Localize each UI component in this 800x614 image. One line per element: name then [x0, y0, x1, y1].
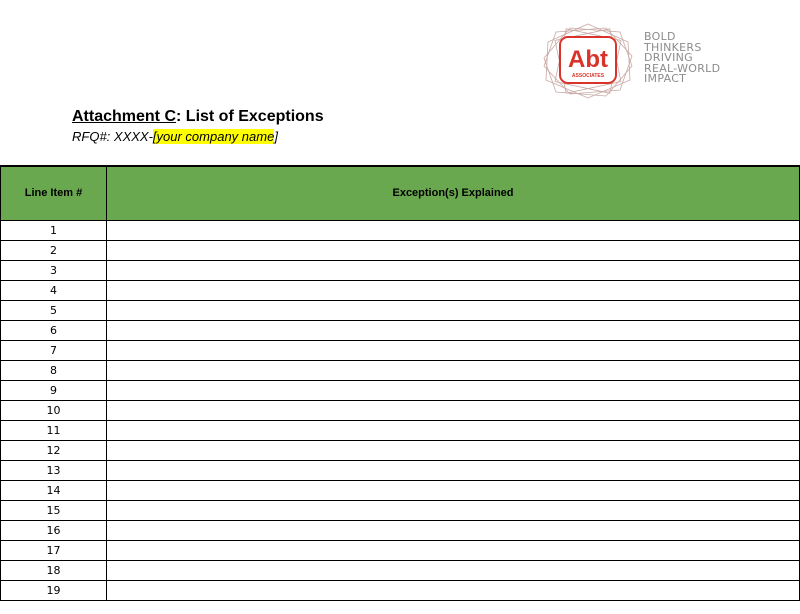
- line-item-number-cell: 12: [1, 440, 107, 460]
- line-item-number-cell: 16: [1, 520, 107, 540]
- line-item-number-cell: 19: [1, 580, 107, 600]
- exception-explained-cell[interactable]: [107, 380, 800, 400]
- table-row: [1, 520, 800, 540]
- line-item-number-cell: 3: [1, 260, 107, 280]
- exception-explained-cell[interactable]: [107, 480, 800, 500]
- exception-explained-cell[interactable]: [107, 300, 800, 320]
- line-item-number-cell: 15: [1, 500, 107, 520]
- tagline-line: BOLD: [644, 30, 676, 43]
- title-rest: : List of Exceptions: [176, 108, 324, 125]
- exception-explained-cell[interactable]: [107, 280, 800, 300]
- line-item-number-cell: 2: [1, 240, 107, 260]
- table-body: [1, 220, 800, 600]
- logo-brand-text: Abt: [568, 46, 608, 73]
- table-header-row: [1, 166, 800, 220]
- table-row: [1, 400, 800, 420]
- table-row: [1, 240, 800, 260]
- exceptions-table-wrap: [0, 165, 800, 601]
- table-row: [1, 460, 800, 480]
- rfq-company-placeholder[interactable]: [your company name: [152, 129, 275, 144]
- exception-explained-cell[interactable]: [107, 240, 800, 260]
- table-row: [1, 440, 800, 460]
- tagline-line: IMPACT: [644, 72, 687, 85]
- line-item-number-cell: 11: [1, 420, 107, 440]
- exceptions-table: [0, 165, 800, 601]
- rfq-prefix: RFQ#: XXXX-: [72, 129, 153, 144]
- column-header-line-item: Line Item #: [1, 166, 107, 220]
- exception-explained-cell[interactable]: [107, 500, 800, 520]
- table-row: [1, 480, 800, 500]
- line-item-number-cell: 13: [1, 460, 107, 480]
- exception-explained-cell[interactable]: [107, 540, 800, 560]
- exception-explained-cell[interactable]: [107, 420, 800, 440]
- exception-explained-cell[interactable]: [107, 360, 800, 380]
- table-row: [1, 340, 800, 360]
- exception-explained-cell[interactable]: [107, 260, 800, 280]
- table-row: [1, 260, 800, 280]
- document-title: [72, 108, 324, 126]
- exception-explained-cell[interactable]: [107, 220, 800, 240]
- exception-explained-cell[interactable]: [107, 460, 800, 480]
- table-row: [1, 380, 800, 400]
- rfq-suffix: ]: [274, 129, 278, 144]
- logo-tagline: [644, 32, 754, 85]
- table-row: [1, 540, 800, 560]
- line-item-number-cell: 5: [1, 300, 107, 320]
- rfq-line: [72, 129, 278, 144]
- table-row: [1, 580, 800, 600]
- line-item-number-cell: 8: [1, 360, 107, 380]
- line-item-number-cell: 7: [1, 340, 107, 360]
- table-row: [1, 280, 800, 300]
- exception-explained-cell[interactable]: [107, 520, 800, 540]
- abt-logo: [540, 22, 750, 100]
- tagline-line: REAL-WORLD: [644, 61, 721, 75]
- line-item-number-cell: 17: [1, 540, 107, 560]
- abt-logo-mark: [540, 22, 636, 100]
- tagline-line: THINKERS: [644, 40, 702, 54]
- table-row: [1, 300, 800, 320]
- exception-explained-cell[interactable]: [107, 320, 800, 340]
- line-item-number-cell: 4: [1, 280, 107, 300]
- line-item-number-cell: 6: [1, 320, 107, 340]
- table-row: [1, 360, 800, 380]
- tagline-line: DRIVING: [644, 51, 693, 64]
- table-row: [1, 220, 800, 240]
- exception-explained-cell[interactable]: [107, 440, 800, 460]
- exception-explained-cell[interactable]: [107, 400, 800, 420]
- exception-explained-cell[interactable]: [107, 580, 800, 600]
- title-attachment: Attachment C: [72, 108, 177, 125]
- line-item-number-cell: 1: [1, 220, 107, 240]
- line-item-number-cell: 18: [1, 560, 107, 580]
- column-header-exceptions: Exception(s) Explained: [107, 166, 800, 220]
- table-row: [1, 320, 800, 340]
- table-row: [1, 560, 800, 580]
- exception-explained-cell[interactable]: [107, 340, 800, 360]
- table-row: [1, 500, 800, 520]
- line-item-number-cell: 14: [1, 480, 107, 500]
- exception-explained-cell[interactable]: [107, 560, 800, 580]
- table-row: [1, 420, 800, 440]
- line-item-number-cell: 9: [1, 380, 107, 400]
- logo-sub-text: ASSOCIATES: [571, 73, 605, 79]
- line-item-number-cell: 10: [1, 400, 107, 420]
